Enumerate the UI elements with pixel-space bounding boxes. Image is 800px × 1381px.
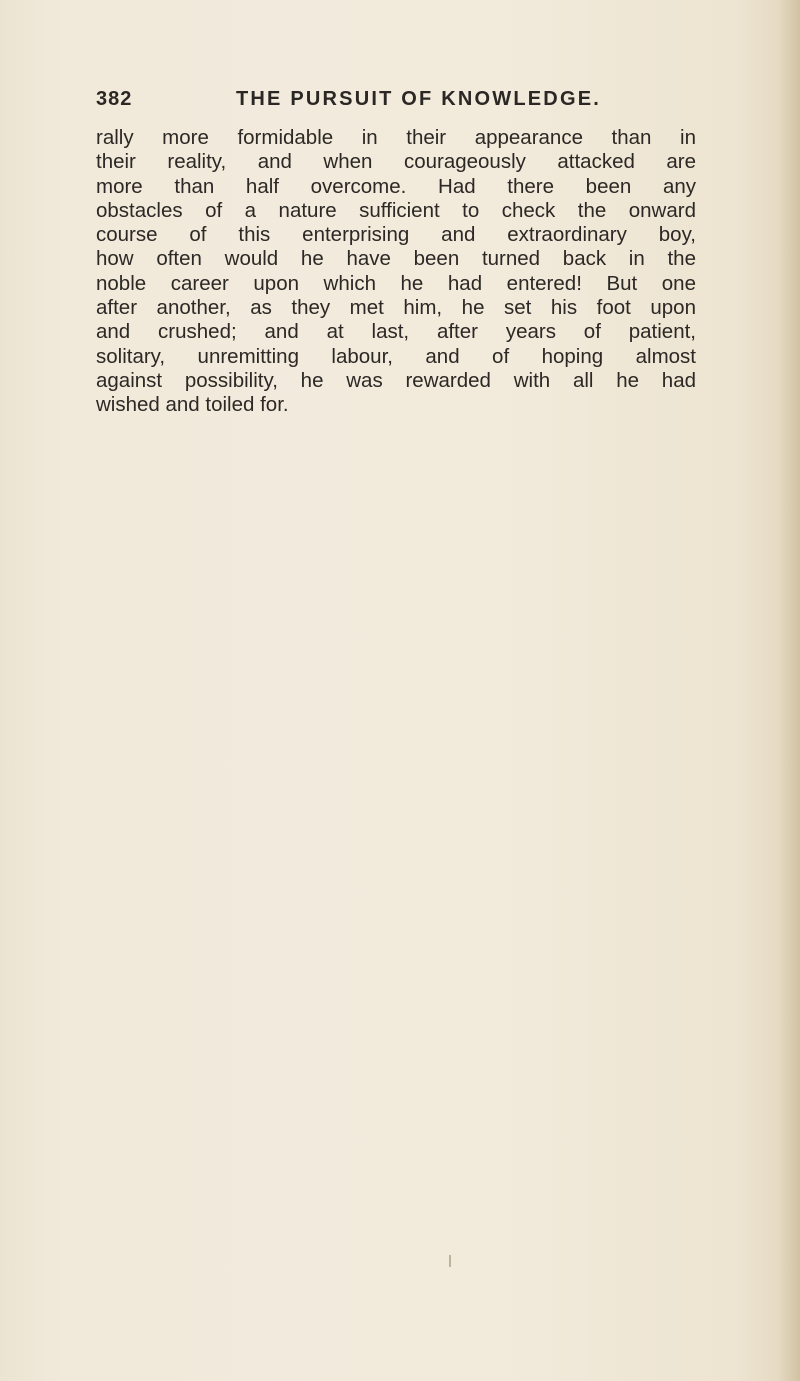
text-line-last: wished and toiled for. — [96, 393, 289, 417]
text-line: obstacles of a nature sufficient to check the onward — [96, 198, 696, 222]
body-paragraph — [96, 126, 696, 418]
text-line: how often would he have been turned back in the — [96, 247, 696, 271]
paper-blemish — [449, 1255, 451, 1267]
text-line: noble career upon which he had entered! But one — [96, 271, 696, 295]
text-line: and crushed; and at last, after years of patient, — [96, 320, 696, 344]
text-line: course of this enterprising and extraordinary boy, — [96, 223, 696, 247]
text-line: more than half overcome. Had there been any — [96, 174, 696, 198]
page-edge-shadow — [778, 0, 800, 1381]
text-line: after another, as they met him, he set his foot upon — [96, 296, 696, 320]
text-line: their reality, and when courageously attacked are — [96, 150, 696, 174]
text-line: solitary, unremitting labour, and of hoping almost — [96, 344, 696, 368]
page-number: 382 — [96, 88, 133, 110]
running-title: THE PURSUIT OF KNOWLEDGE. — [236, 88, 601, 110]
text-line: rally more formidable in their appearance than in — [96, 126, 696, 149]
running-head — [96, 88, 656, 116]
text-line: against possibility, he was rewarded with all he had — [96, 368, 696, 392]
